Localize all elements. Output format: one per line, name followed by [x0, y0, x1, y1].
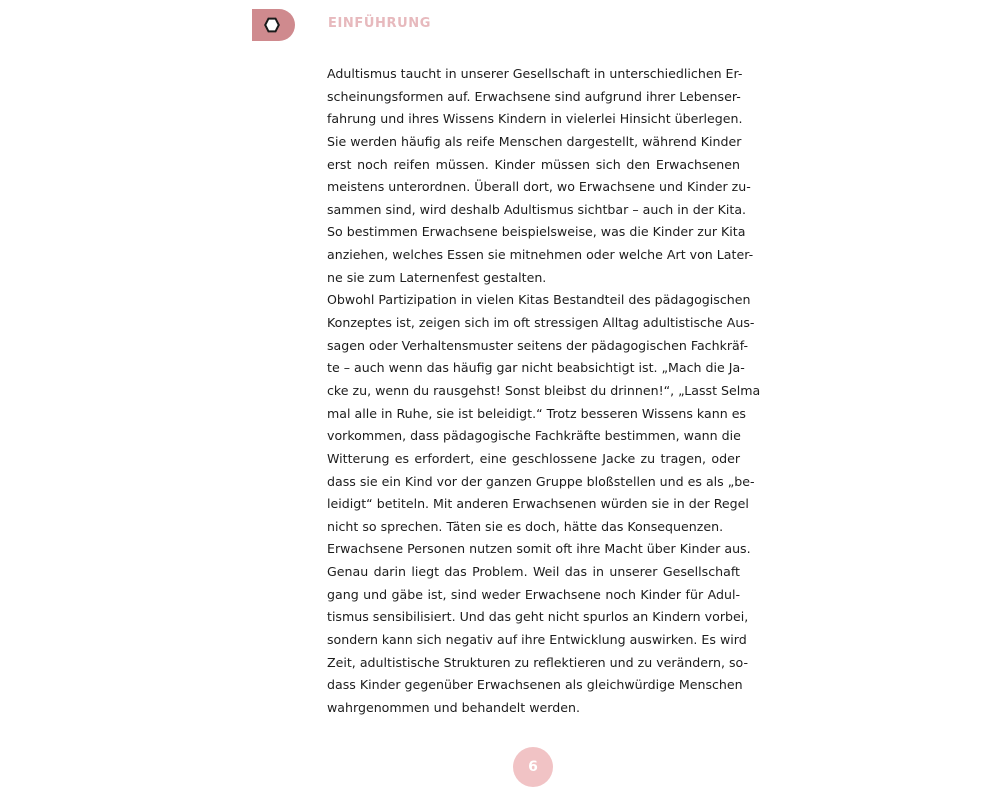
text-line: sagen oder Verhaltensmuster seitens der pädagogischen Fachkräf- — [327, 337, 749, 353]
page-number: 6 — [513, 747, 553, 787]
text-line: So bestimmen Erwachsene beispielsweise, was die Kinder zur Kita — [327, 224, 746, 240]
text-line: tismus sensibilisiert. Und das geht nicht spurlos an Kindern vorbei, — [327, 609, 749, 625]
text-line: meistens unterordnen. Überall dort, wo Erwachsene und Kinder zu- — [327, 179, 751, 195]
text-line: erst noch reifen müssen. Kinder müssen sich den Erwachsenen — [327, 156, 740, 172]
text-line: cke zu, wenn du rausgehst! Sonst bleibst du drinnen!“, „Lasst Selma — [327, 382, 761, 398]
text-line: Erwachsene Personen nutzen somit oft ihre Macht über Kinder aus. — [327, 541, 751, 557]
text-line: sammen sind, wird deshalb Adultismus sichtbar – auch in der Kita. — [327, 201, 747, 217]
text-line: vorkommen, dass pädagogische Fachkräfte bestimmen, wann die — [327, 428, 741, 444]
chapter-tab — [252, 9, 295, 41]
text-line: gang und gäbe ist, sind weder Erwachsene noch Kinder für Adul- — [327, 586, 740, 602]
text-line: nicht so sprechen. Täten sie es doch, hätte das Konsequenzen. — [327, 518, 724, 534]
text-line: Obwohl Partizipation in vielen Kitas Bestandteil des pädagogischen — [327, 292, 751, 308]
text-line: mal alle in Ruhe, sie ist beleidigt.“ Trotz besseren Wissens kann es — [327, 405, 746, 421]
text-line: Witterung es erfordert, eine geschlossene Jacke zu tragen, oder — [327, 450, 740, 466]
text-line: Sie werden häufig als reife Menschen dargestellt, während Kinder — [327, 133, 742, 149]
text-line: sondern kann sich negativ auf ihre Entwicklung auswirken. Es wird — [327, 632, 747, 648]
section-title: EINFÜHRUNG — [328, 16, 432, 31]
text-line: Genau darin liegt das Problem. Weil das in unserer Gesellschaft — [327, 564, 740, 580]
text-line: Konzeptes ist, zeigen sich im oft stressigen Alltag adultistische Aus- — [327, 315, 755, 331]
text-line: anziehen, welches Essen sie mitnehmen oder welche Art von Later- — [327, 247, 754, 263]
text-line: Zeit, adultistische Strukturen zu reflektieren und zu verändern, so- — [327, 654, 749, 670]
text-line: dass Kinder gegenüber Erwachsenen als gleichwürdige Menschen — [327, 677, 743, 693]
hexagon-outline-icon — [264, 17, 280, 33]
text-line: ne sie zum Laternenfest gestalten. — [327, 269, 547, 285]
text-line: leidigt“ betiteln. Mit anderen Erwachsenen würden sie in der Regel — [327, 496, 749, 512]
text-line: fahrung und ihres Wissens Kindern in vielerlei Hinsicht überlegen. — [327, 111, 743, 127]
body-text — [327, 63, 761, 720]
text-line: wahrgenommen und behandelt werden. — [327, 699, 580, 715]
text-line: scheinungsformen auf. Erwachsene sind aufgrund ihrer Lebenser- — [327, 88, 741, 104]
text-line: te – auch wenn das häufig gar nicht beabsichtigt ist. „Mach die Ja- — [327, 360, 745, 376]
text-line: Adultismus taucht in unserer Gesellschaft in unterschiedlichen Er- — [327, 66, 743, 81]
text-line: dass sie ein Kind vor der ganzen Gruppe bloßstellen und es als „be- — [327, 473, 755, 489]
